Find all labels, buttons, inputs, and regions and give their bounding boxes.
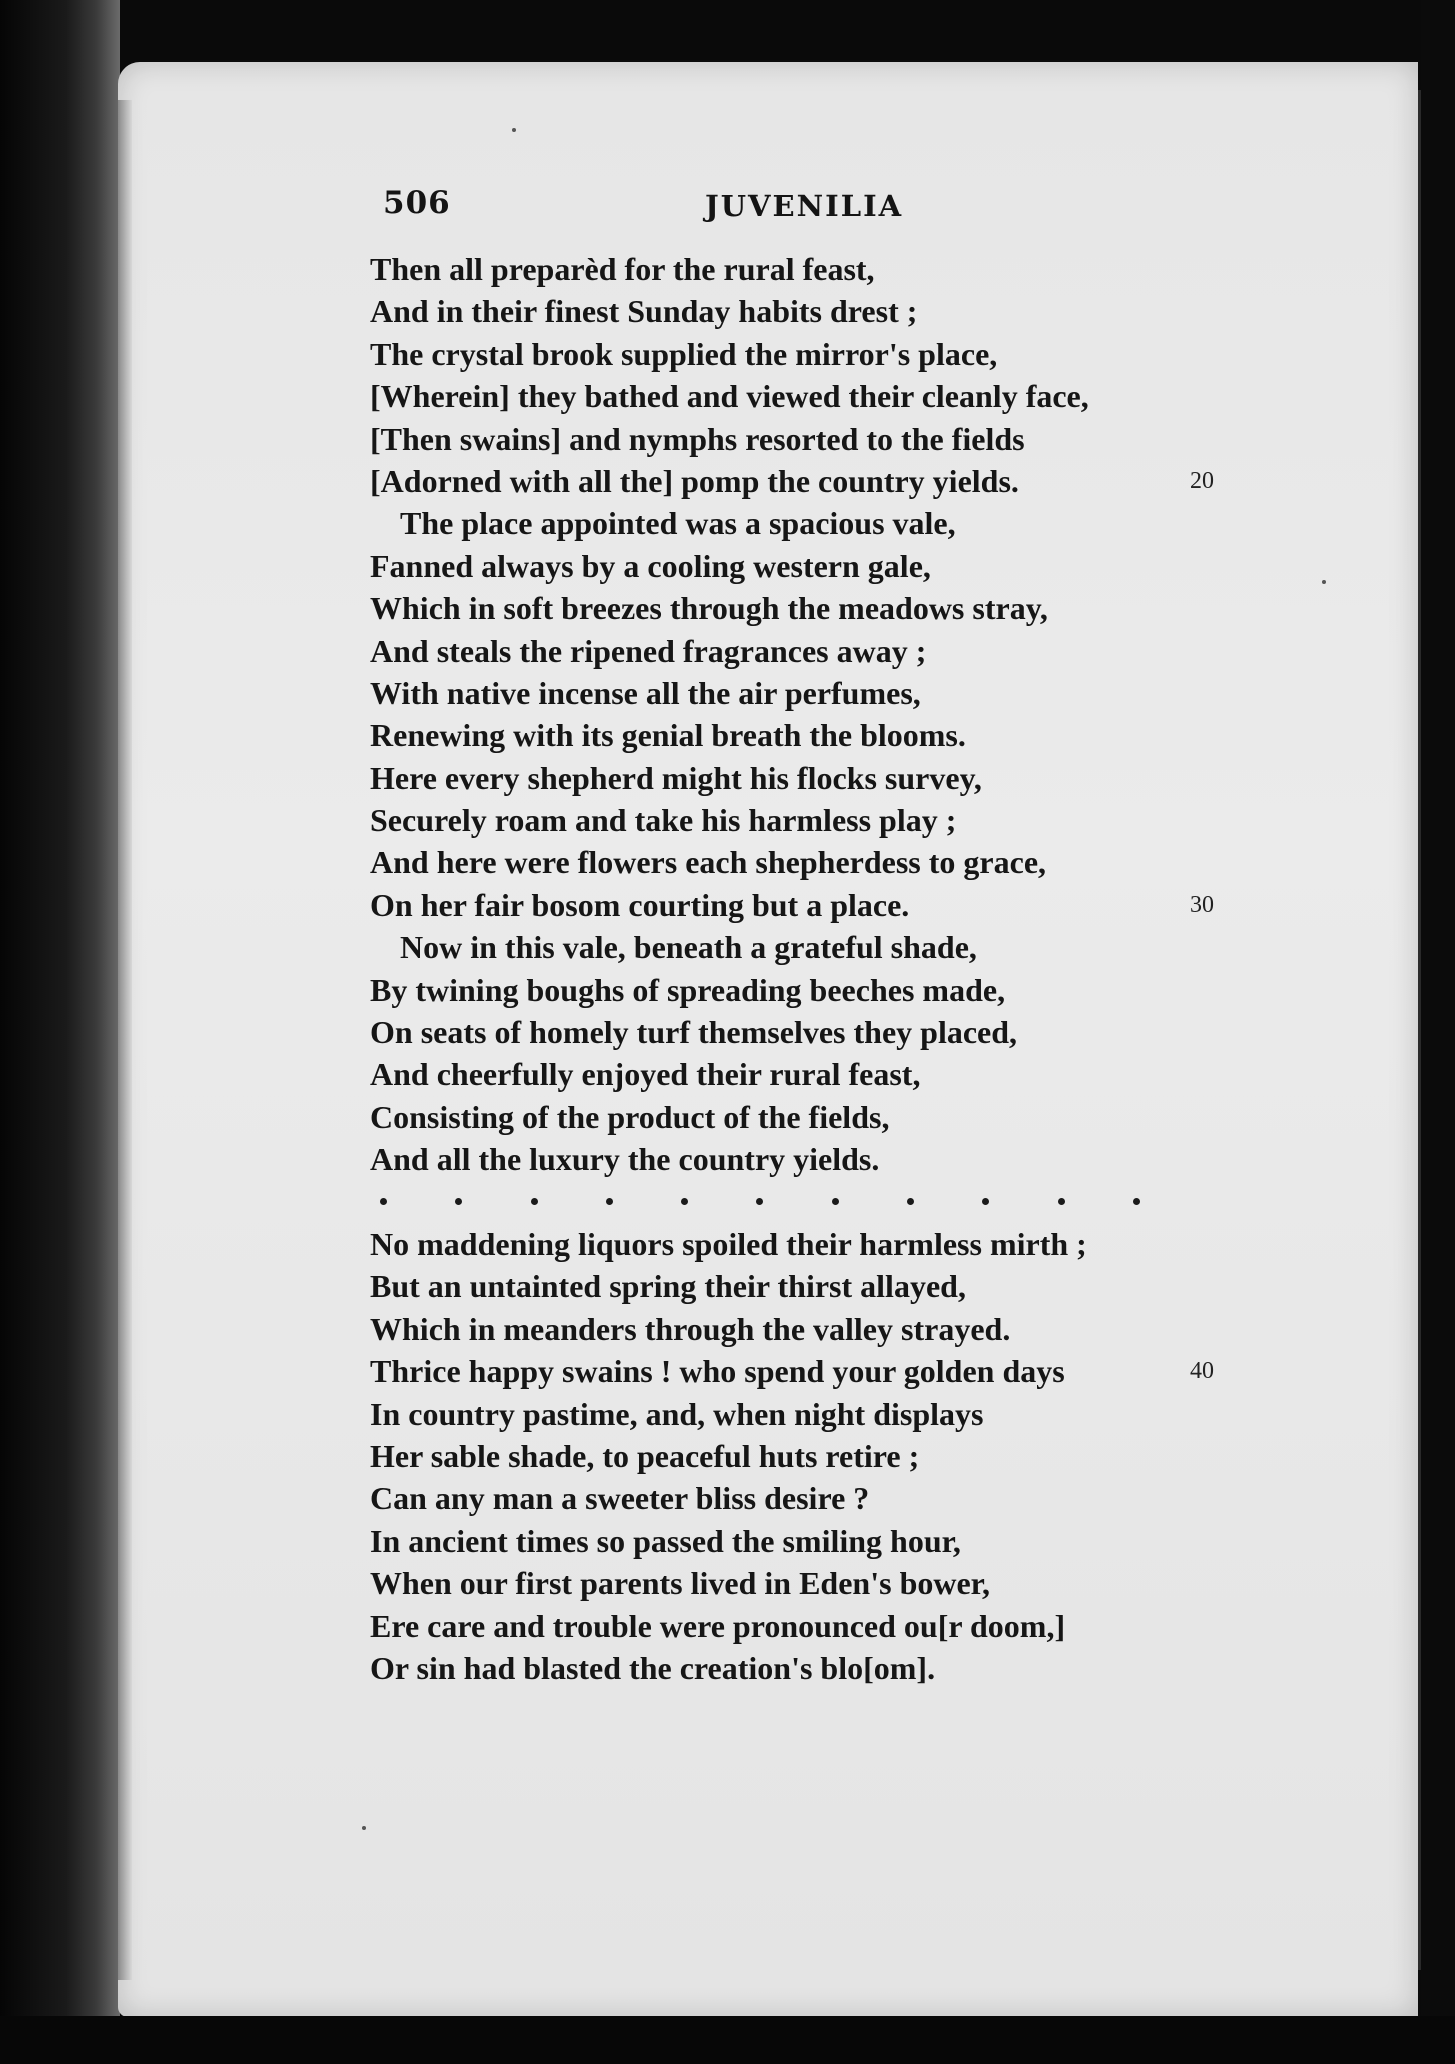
ellipsis-dot <box>606 1198 613 1205</box>
poem-line <box>370 672 1350 714</box>
poem-line <box>370 333 1350 375</box>
poem-line-text: The crystal brook supplied the mirror's place, <box>370 335 998 372</box>
poem-line <box>370 969 1350 1011</box>
poem-line <box>370 1520 1350 1562</box>
poem-line <box>370 375 1350 417</box>
poem-lines-after-break <box>370 1223 1350 1689</box>
poem-line-text: Which in soft breezes through the meadows stray, <box>370 590 1048 627</box>
poem-line <box>370 884 1350 926</box>
poem-line <box>370 1096 1350 1138</box>
poem-line <box>370 290 1350 332</box>
poem-line-text: But an untainted spring their thirst allayed, <box>370 1268 966 1305</box>
poem-line-text: Or sin had blasted the creation's blo[om]. <box>370 1649 936 1686</box>
poem-line-text: And here were flowers each shepherdess to grace, <box>370 844 1047 881</box>
poem-line-text: Now in this vale, beneath a grateful shade, <box>400 929 977 966</box>
dust-speck <box>512 128 516 132</box>
poem-line-text: Can any man a sweeter bliss desire ? <box>370 1480 870 1517</box>
poem-line-text: With native incense all the air perfumes, <box>370 674 921 711</box>
ellipsis-dot <box>681 1198 688 1205</box>
poem-line <box>370 1011 1350 1053</box>
poem-line <box>370 1562 1350 1604</box>
poem-line-text: [Adorned with all the] pomp the country yields. <box>370 462 1019 499</box>
poem-line-text: And steals the ripened fragrances away ; <box>370 632 927 669</box>
poem-line <box>370 1393 1350 1435</box>
poem-line <box>370 460 1350 502</box>
poem-line-text: [Wherein] they bathed and viewed their cleanly face, <box>370 378 1089 415</box>
poem-line-text: In ancient times so passed the smiling hour, <box>370 1522 961 1559</box>
poem-line <box>370 757 1350 799</box>
poem-line-text: Then all preparèd for the rural feast, <box>370 251 875 287</box>
poem-line-text: And cheerfully enjoyed their rural feast, <box>370 1056 921 1093</box>
poem-line <box>370 1647 1350 1689</box>
poem-line-text: Thrice happy swains ! who spend your golden days <box>370 1353 1065 1390</box>
poem-line <box>370 1308 1350 1350</box>
ellipsis-dot <box>531 1198 538 1205</box>
poem-line <box>370 630 1350 672</box>
poem-line-text: And in their finest Sunday habits drest ; <box>370 293 918 330</box>
poem-line-text: On seats of homely turf themselves they placed, <box>370 1014 1018 1051</box>
poem-line <box>370 841 1350 883</box>
ellipsis-dot <box>455 1198 462 1205</box>
poem-line-text: And all the luxury the country yields. <box>370 1141 880 1178</box>
poem-line-text: Which in meanders through the valley strayed. <box>370 1310 1011 1347</box>
poem-line <box>370 418 1350 460</box>
poem-line <box>370 587 1350 629</box>
poem-line <box>370 926 1350 968</box>
poem-line-text: [Then swains] and nymphs resorted to the fields <box>370 420 1025 457</box>
poem-line-text: No maddening liquors spoiled their harmless mirth ; <box>370 1225 1087 1262</box>
poem-lines-before-break <box>370 248 1350 1181</box>
ellipsis-dot <box>1133 1198 1140 1205</box>
running-head: JUVENILIA <box>705 189 904 223</box>
poem-line-text: By twining boughs of spreading beeches made, <box>370 971 1006 1008</box>
ellipsis-dot <box>756 1198 763 1205</box>
line-number: 20 <box>1190 467 1214 494</box>
poem-line-text: Fanned always by a cooling western gale, <box>370 547 931 584</box>
page-number: 506 <box>383 185 451 221</box>
ellipsis-dot <box>380 1198 387 1205</box>
ellipsis-dot <box>832 1198 839 1205</box>
poem-line-text: On her fair bosom courting but a place. <box>370 886 910 923</box>
poem-line-text: Securely roam and take his harmless play ; <box>370 802 957 839</box>
poem-line-text: In country pastime, and, when night displays <box>370 1395 984 1432</box>
poem-line <box>370 1265 1350 1307</box>
poem-line-text: Here every shepherd might his flocks survey, <box>370 759 982 796</box>
poem-line <box>370 1477 1350 1519</box>
poem-line-text: When our first parents lived in Eden's bower, <box>370 1565 990 1602</box>
ellipsis-dot <box>907 1198 914 1205</box>
page-edge <box>118 100 132 1980</box>
poem-line <box>370 1223 1350 1265</box>
poem-line <box>370 1053 1350 1095</box>
dust-speck <box>362 1826 366 1830</box>
bottom-margin-dark <box>0 2016 1455 2064</box>
poem-line <box>370 248 1350 290</box>
poem-line-text: Renewing with its genial breath the blooms. <box>370 717 966 754</box>
poem-line-text: The place appointed was a spacious vale, <box>400 505 956 542</box>
poem-line <box>370 799 1350 841</box>
poem-line <box>370 714 1350 756</box>
line-number: 30 <box>1190 891 1214 918</box>
line-number: 40 <box>1190 1358 1214 1385</box>
ellipsis-dot <box>982 1198 989 1205</box>
poem-line-text: Her sable shade, to peaceful huts retire ; <box>370 1437 920 1474</box>
poem-line <box>370 502 1350 544</box>
book-binding <box>0 0 120 2064</box>
poem-line-text: Consisting of the product of the fields, <box>370 1098 890 1135</box>
ellipsis-dot <box>1058 1198 1065 1205</box>
poem-line <box>370 1350 1350 1392</box>
poem-line <box>370 1605 1350 1647</box>
poem-text <box>370 248 1350 1689</box>
poem-line <box>370 545 1350 587</box>
poem-line-text: Ere care and trouble were pronounced ou[r doom,] <box>370 1607 1066 1644</box>
page-header <box>383 185 943 235</box>
right-margin-dark <box>1421 0 1455 2064</box>
omission-dots <box>370 1181 1150 1223</box>
poem-line <box>370 1435 1350 1477</box>
poem-line <box>370 1138 1350 1180</box>
